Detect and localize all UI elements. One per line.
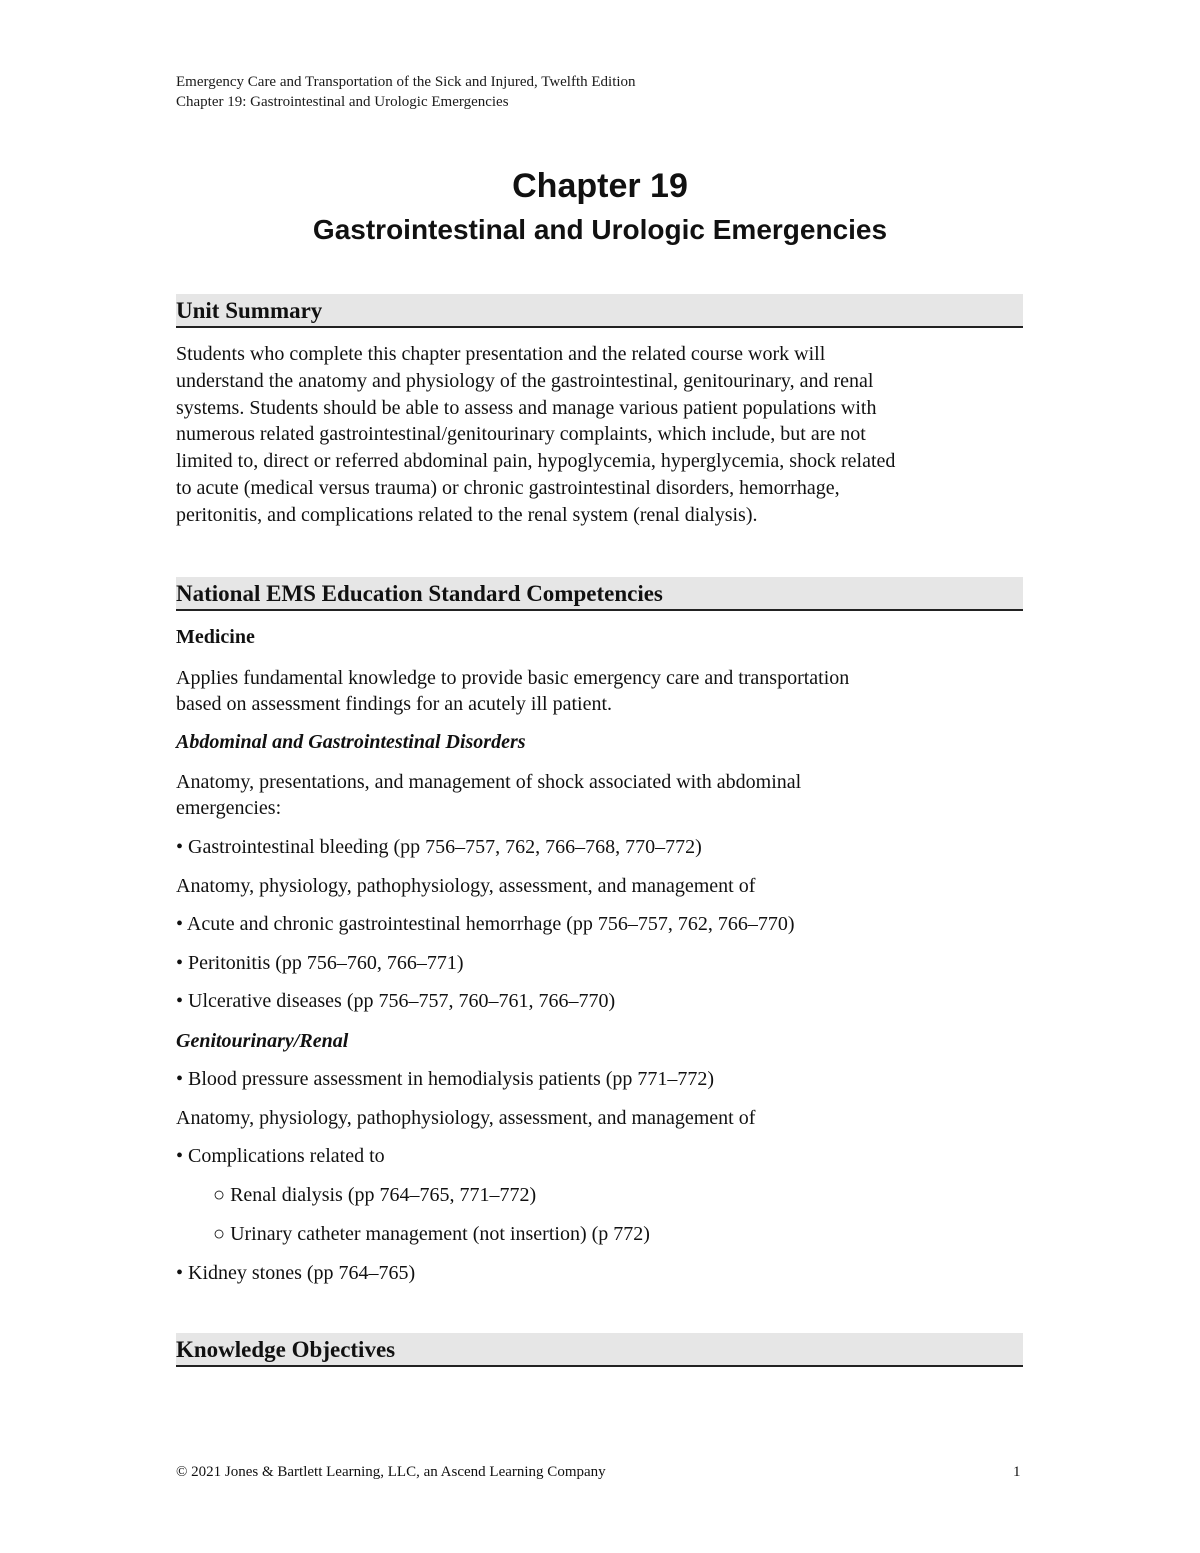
abdominal-bullet: • Acute and chronic gastrointestinal hemorrhage (pp 756–757, 762, 766–770)	[176, 913, 795, 935]
renal-bullet: • Kidney stones (pp 764–765)	[176, 1262, 416, 1284]
medicine-text-line: Applies fundamental knowledge to provide basic emergency care and transportation	[176, 667, 850, 689]
unit-summary-line: Students who complete this chapter presentation and the related course work will	[176, 343, 826, 365]
abdominal-intro-line: Anatomy, physiology, pathophysiology, assessment, and management of	[176, 875, 756, 897]
medicine-text-line: based on assessment findings for an acutely ill patient.	[176, 693, 613, 715]
abdominal-bullet: • Ulcerative diseases (pp 756–757, 760–761, 766–770)	[176, 990, 616, 1012]
competencies-heading: National EMS Education Standard Competencies	[176, 581, 663, 606]
abdominal-bullet: • Peritonitis (pp 756–760, 766–771)	[176, 952, 464, 974]
competencies-heading-bar	[176, 577, 1023, 611]
running-header	[176, 72, 636, 112]
unit-summary-line: peritonitis, and complications related to the renal system (renal dialysis).	[176, 503, 758, 526]
chapter-title: Chapter 19	[512, 167, 688, 205]
renal-sub-bullet: ○ Renal dialysis (pp 764–765, 771–772)	[213, 1184, 537, 1206]
renal-bullet: • Complications related to	[176, 1145, 385, 1167]
knowledge-heading: Knowledge Objectives	[176, 1337, 396, 1362]
renal-bullet: • Blood pressure assessment in hemodialysis patients (pp 771–772)	[176, 1068, 715, 1090]
unit-summary-line: to acute (medical versus trauma) or chronic gastrointestinal disorders, hemorrhage,	[176, 476, 840, 499]
unit-summary-line: systems. Students should be able to assess and manage various patient populations with	[176, 396, 877, 419]
renal-heading: Genitourinary/Renal	[176, 1030, 349, 1052]
medicine-label: Medicine	[176, 626, 255, 648]
unit-summary-line: numerous related gastrointestinal/genitourinary complaints, which include, but are not	[176, 423, 866, 446]
unit-summary-heading-bar	[176, 294, 1023, 328]
chapter-subtitle: Gastrointestinal and Urologic Emergencies	[312, 214, 888, 245]
renal-sub-bullet: ○ Urinary catheter management (not insertion) (p 772)	[213, 1223, 650, 1245]
running-header-chapter: Chapter 19: Gastrointestinal and Urologic Emergencies	[176, 94, 509, 110]
unit-summary-line: limited to, direct or referred abdominal pain, hypoglycemia, hyperglycemia, shock related	[176, 450, 896, 473]
abdominal-intro-line: Anatomy, presentations, and management of shock associated with abdominal	[176, 771, 802, 793]
running-header-book-title: Emergency Care and Transportation of the Sick and Injured, Twelfth Edition	[176, 74, 636, 90]
abdominal-bullet: • Gastrointestinal bleeding (pp 756–757, 762, 766–768, 770–772)	[176, 836, 702, 858]
unit-summary-paragraph	[176, 341, 1036, 529]
renal-intro-line: Anatomy, physiology, pathophysiology, assessment, and management of	[176, 1107, 756, 1129]
knowledge-heading-bar	[176, 1333, 1023, 1367]
footer-copyright: © 2021 Jones & Bartlett Learning, LLC, an Ascend Learning Company	[176, 1464, 606, 1480]
footer-page-number: 1	[1013, 1464, 1021, 1480]
unit-summary-heading: Unit Summary	[176, 298, 323, 323]
abdominal-intro-line: emergencies:	[176, 797, 282, 819]
unit-summary-line: understand the anatomy and physiology of the gastrointestinal, genitourinary, and renal	[176, 369, 874, 392]
abdominal-heading: Abdominal and Gastrointestinal Disorders	[176, 731, 526, 753]
